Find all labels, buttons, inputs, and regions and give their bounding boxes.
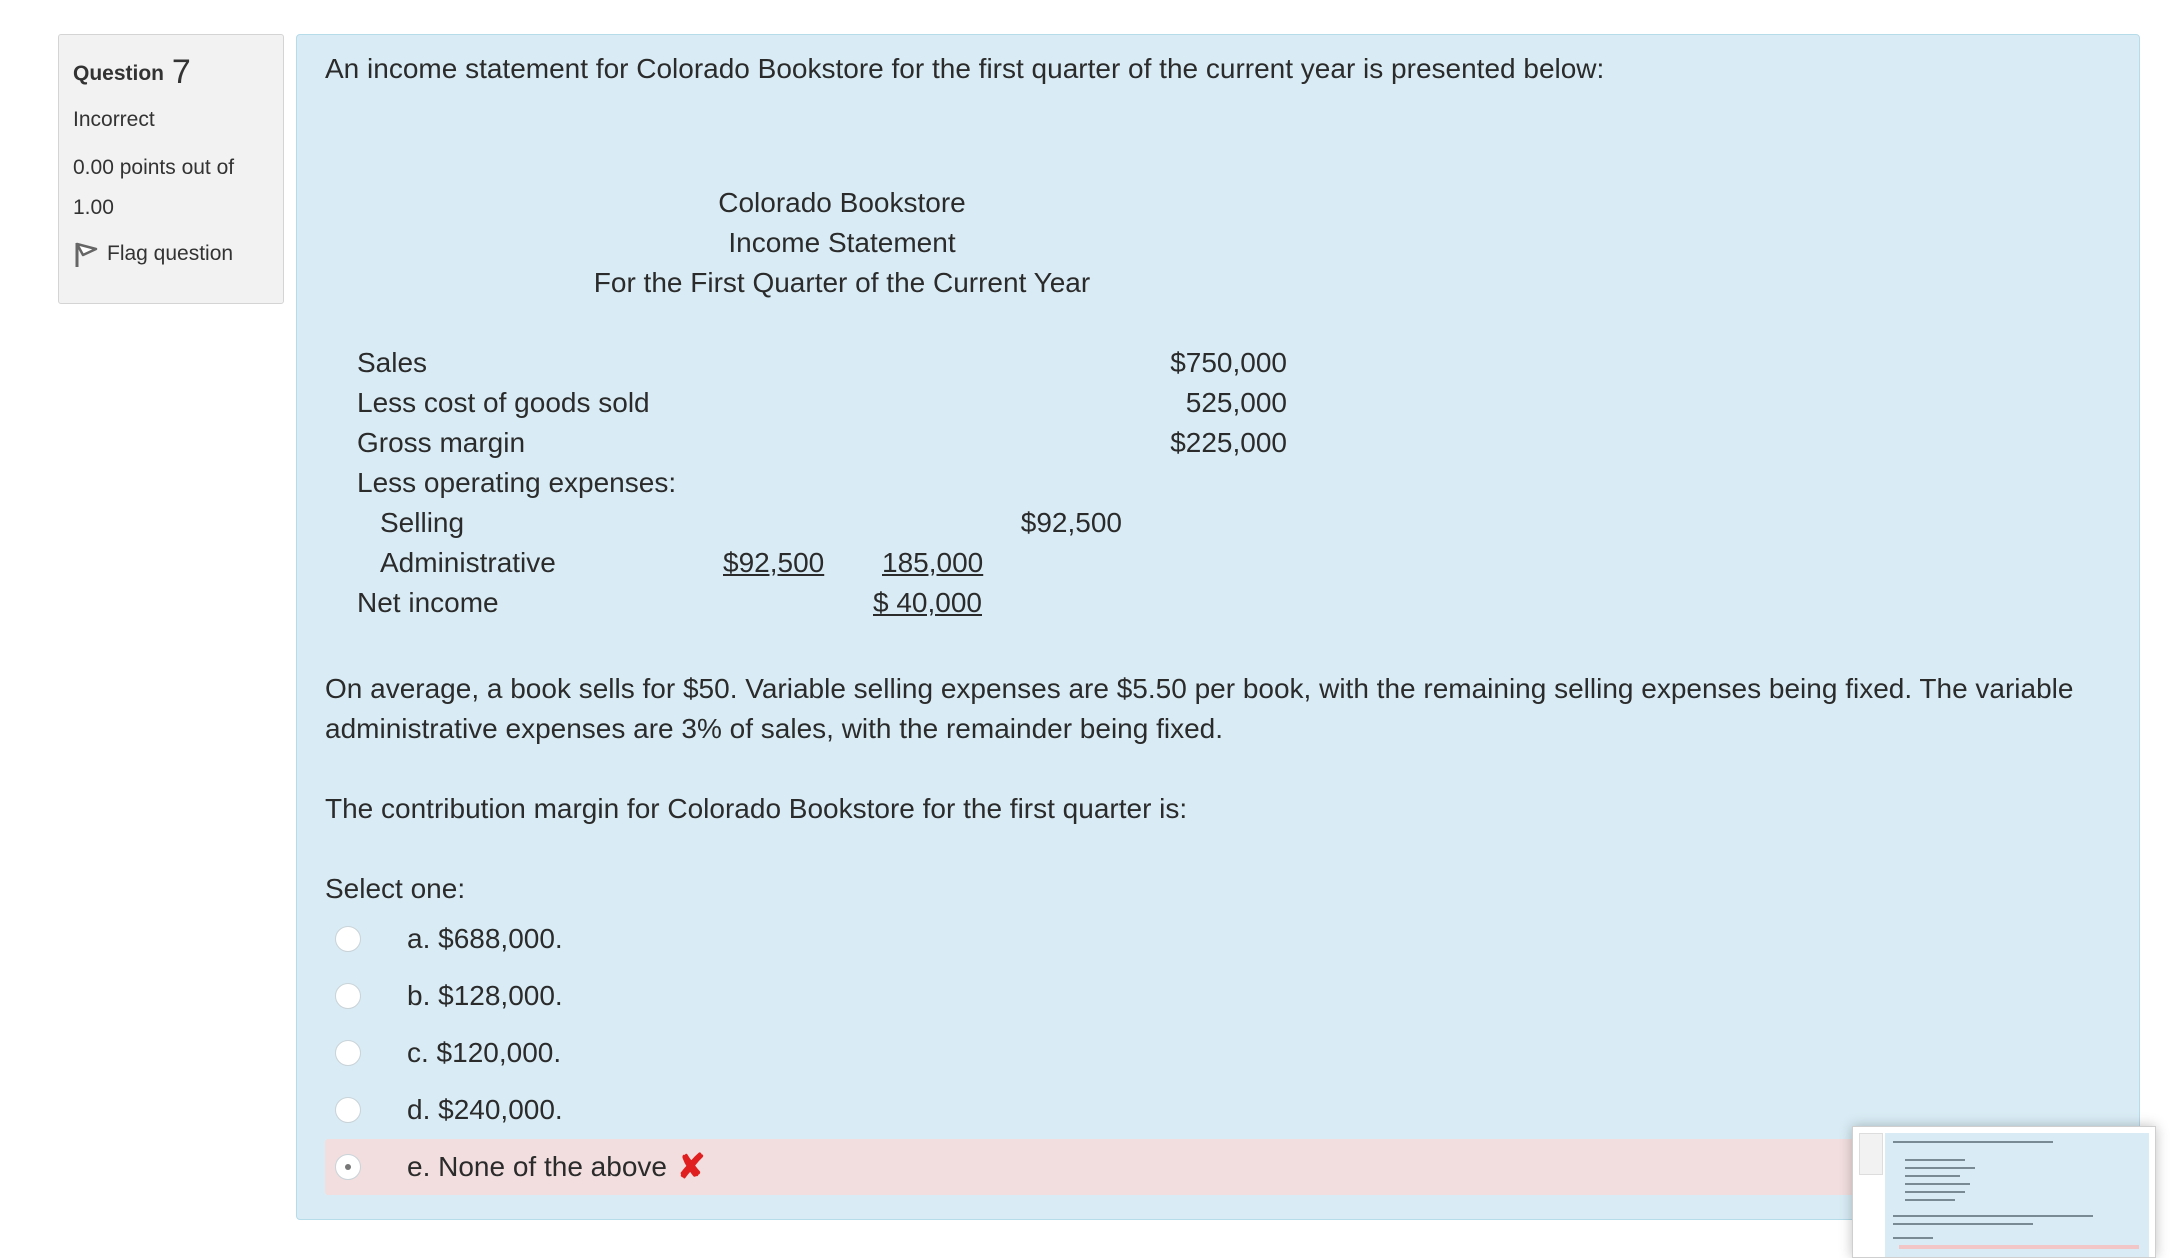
- select-one-prompt: Select one:: [325, 873, 466, 904]
- answer-option-d[interactable]: [325, 1082, 2115, 1138]
- answer-option-a[interactable]: [325, 911, 2115, 967]
- cogs-total: 525,000: [1185, 387, 1287, 418]
- selling-amount: $92,500: [1020, 507, 1122, 538]
- operating-expenses-total: 185,000: [882, 547, 984, 578]
- net-income-total: $ 40,000: [873, 587, 982, 618]
- statement-title: Income Statement: [728, 227, 956, 258]
- question-intro: An income statement for Colorado Bookstore for the first quarter of the current year is presented below:: [325, 53, 1605, 84]
- flag-question-label: Flag question: [107, 242, 234, 265]
- cross-icon: ✘: [676, 1148, 706, 1186]
- net-income-label: Net income: [357, 587, 499, 618]
- sales-label: Sales: [357, 347, 428, 378]
- thumbnail-info-block: [1859, 1133, 1883, 1175]
- thumbnail-content-block: [1885, 1133, 2149, 1257]
- answer-option-b[interactable]: [325, 968, 2115, 1024]
- grade-line-1: 0.00 points out of: [73, 156, 235, 179]
- answer-option-e-text: e. None of the above: [407, 1151, 667, 1182]
- grade-line-2: 1.00: [73, 196, 114, 219]
- answer-option-b-label: b. $128,000.: [407, 980, 563, 1011]
- operating-expenses-label: Less operating expenses:: [357, 467, 677, 498]
- radio-button-e[interactable]: [335, 1154, 361, 1180]
- gross-margin-total: $225,000: [1170, 427, 1287, 458]
- answer-option-e-label: [407, 1150, 705, 1184]
- question-paragraph-1: On average, a book sells for $50. Variable selling expenses are $5.50 per book, with the remaining selling expenses being fixed. The variable administrative expenses are 3% of sales, with the remainder being fixed.: [325, 673, 2074, 744]
- sales-total: $750,000: [1170, 347, 1287, 378]
- statement-company: Colorado Bookstore: [718, 187, 966, 218]
- question-number: [73, 53, 269, 92]
- flag-icon: [73, 240, 99, 268]
- question-grade: [73, 148, 269, 228]
- statement-period: For the First Quarter of the Current Year: [593, 267, 1091, 298]
- question-paragraph-2: The contribution margin for Colorado Bookstore for the first quarter is:: [325, 793, 1188, 824]
- question-label: Question: [73, 62, 165, 85]
- question-number-value: 7: [171, 53, 191, 91]
- radio-button-c[interactable]: [335, 1040, 361, 1066]
- administrative-amount: $92,500: [723, 547, 825, 578]
- question-content: [296, 34, 2140, 1220]
- answer-option-a-label: a. $688,000.: [407, 923, 563, 954]
- administrative-label: Administrative: [380, 547, 556, 578]
- radio-button-a[interactable]: [335, 926, 361, 952]
- radio-button-d[interactable]: [335, 1097, 361, 1123]
- answer-option-e[interactable]: [325, 1139, 2115, 1195]
- radio-button-b[interactable]: [335, 983, 361, 1009]
- answer-option-c[interactable]: [325, 1025, 2115, 1081]
- cogs-label: Less cost of goods sold: [357, 387, 650, 418]
- selling-label: Selling: [380, 507, 465, 538]
- question-state: Incorrect: [73, 108, 155, 131]
- page-thumbnail-preview[interactable]: [1852, 1126, 2156, 1258]
- question-info-panel: [58, 34, 284, 304]
- answer-option-c-label: c. $120,000.: [407, 1037, 562, 1068]
- flag-question-button[interactable]: [73, 240, 269, 268]
- gross-margin-label: Gross margin: [357, 427, 526, 458]
- answer-option-d-label: d. $240,000.: [407, 1094, 563, 1125]
